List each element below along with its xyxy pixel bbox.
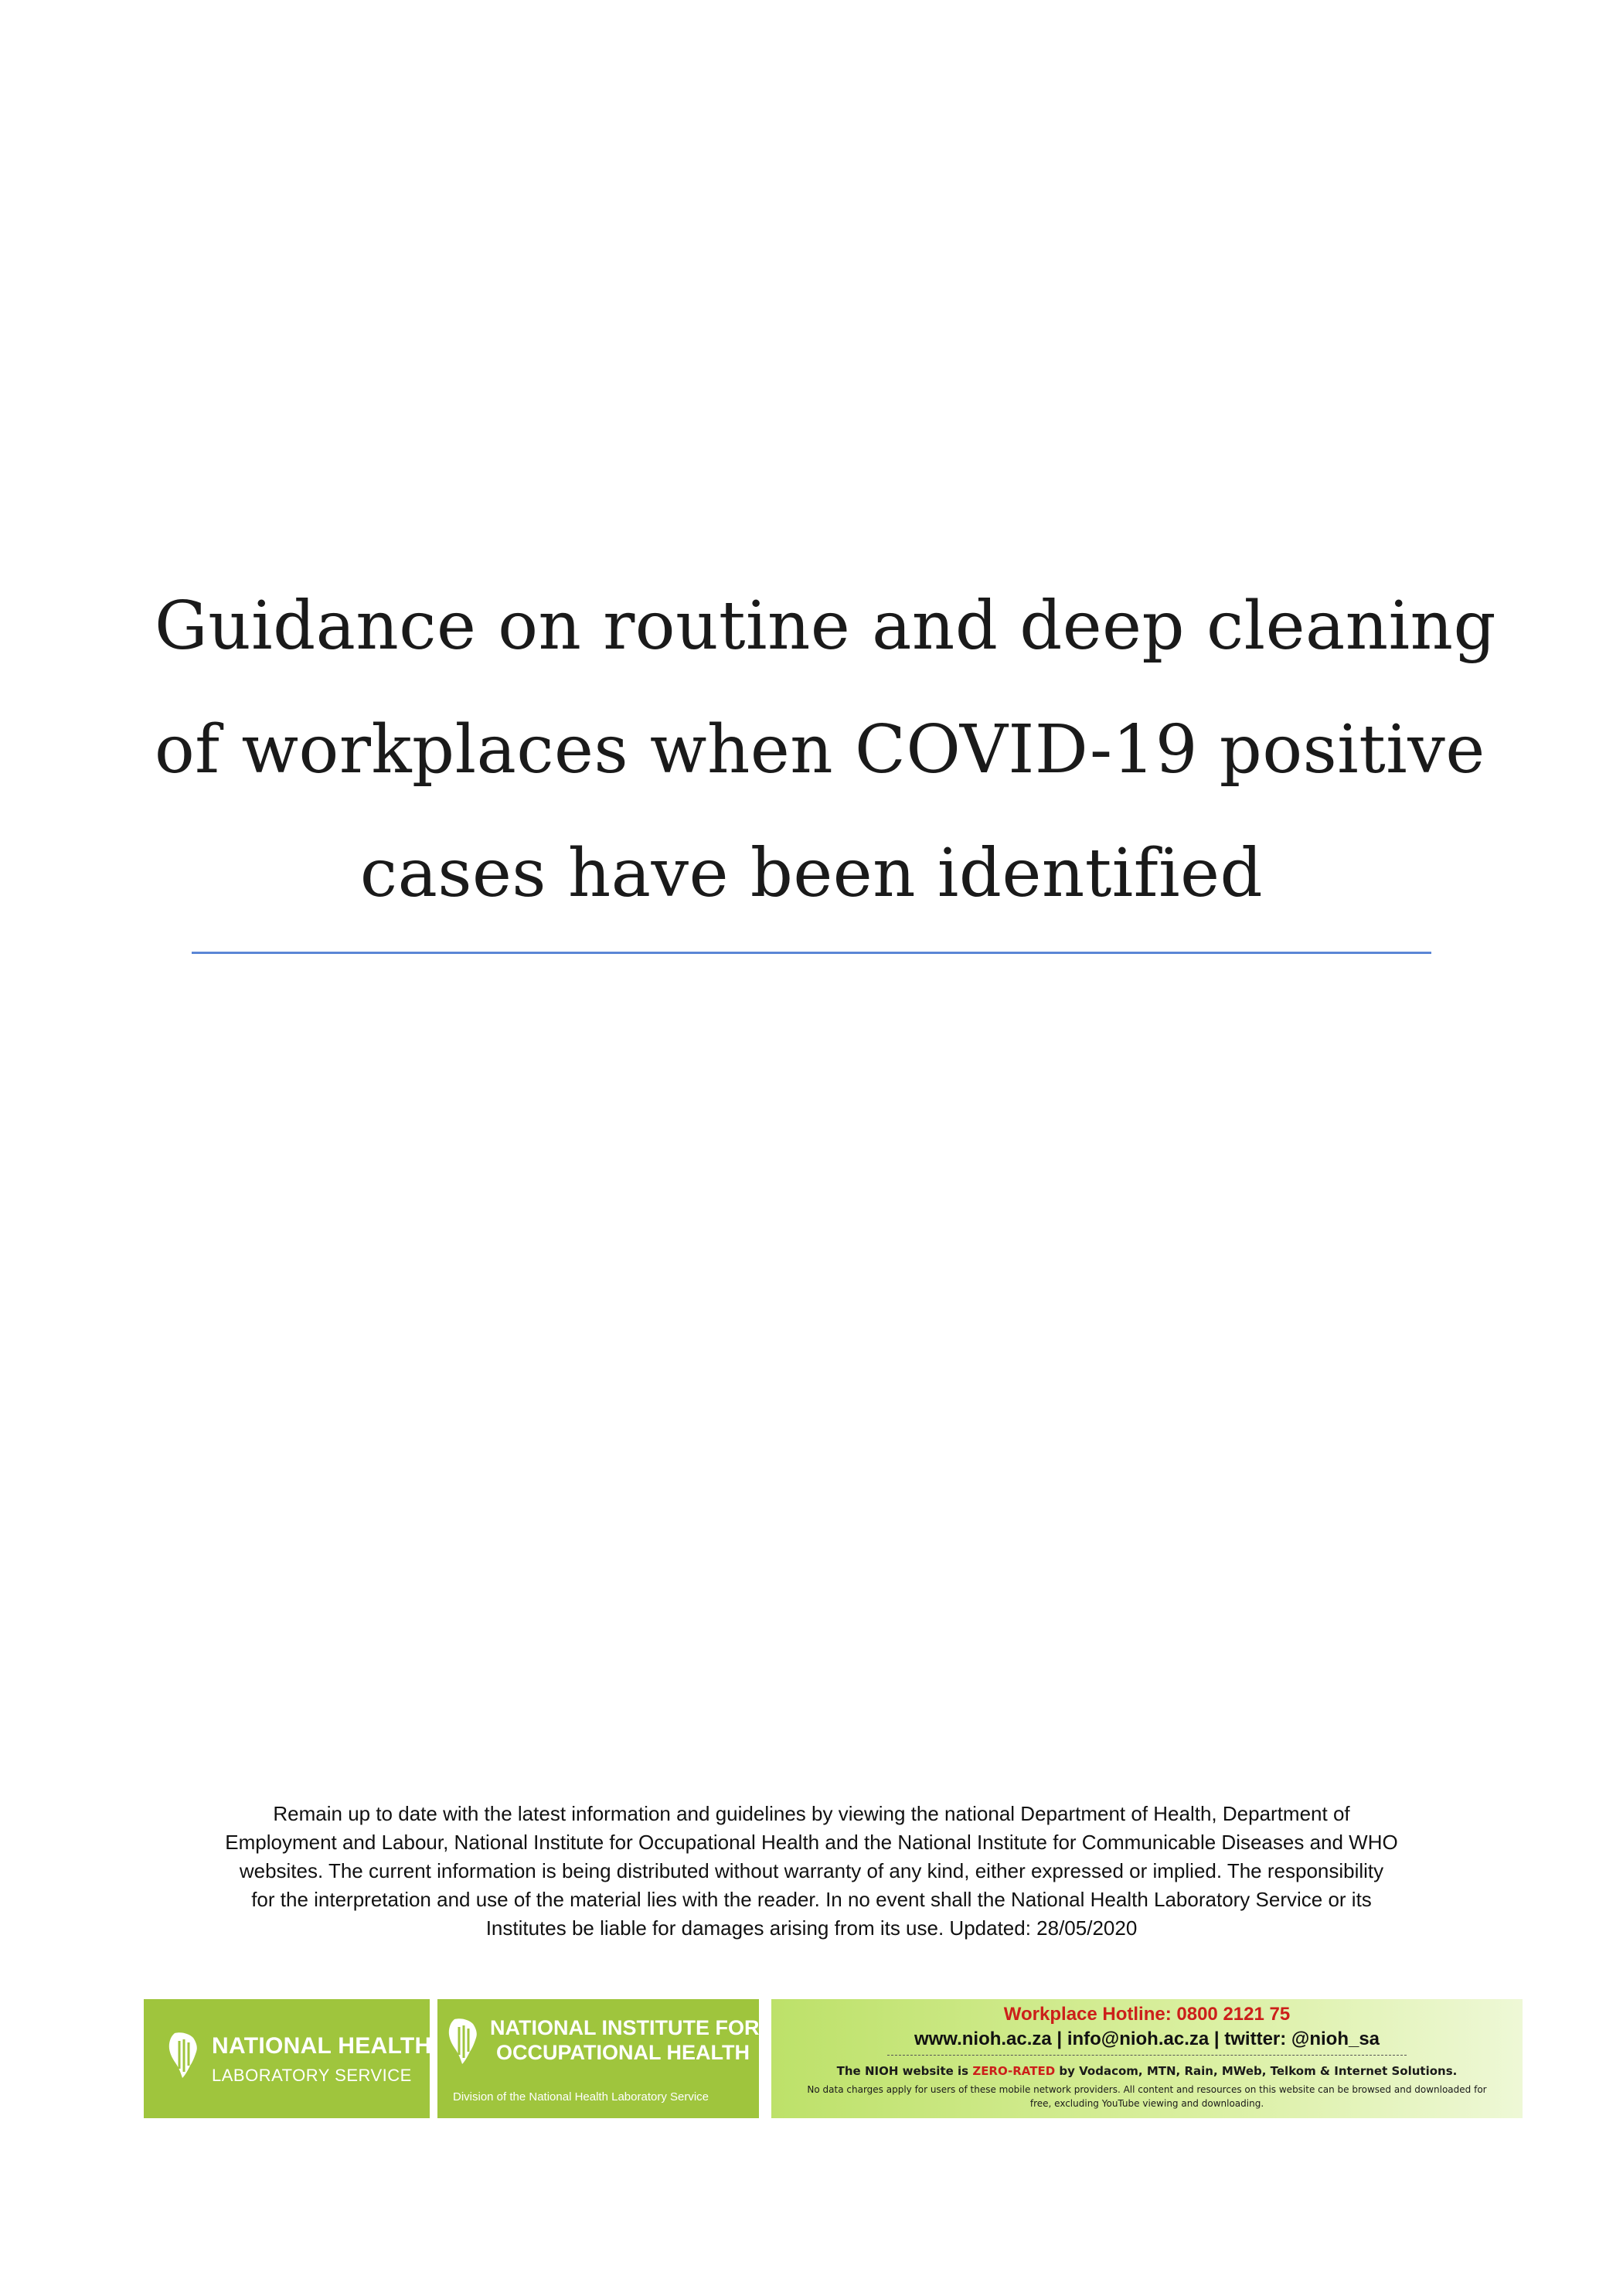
zero-rated-notice bbox=[771, 2064, 1523, 2078]
footer-banner bbox=[144, 1999, 1523, 2118]
disclaimer-line-3: websites. The current information is being distributed without warranty of any kind, either expressed or implied. The responsibility bbox=[239, 1859, 1384, 1882]
nhls-logo bbox=[144, 1999, 430, 2118]
title-divider bbox=[192, 952, 1431, 954]
nioh-logo-line-3: Division of the National Health Laboratory Service bbox=[453, 2090, 709, 2104]
disclaimer-line-4: for the interpretation and use of the material lies with the reader. In no event shall the National Health Laboratory Service or its bbox=[251, 1888, 1372, 1911]
document-title bbox=[155, 564, 1497, 935]
zero-rated-suffix: by Vodacom, MTN, Rain, MWeb, Telkom & Internet Solutions. bbox=[1055, 2064, 1458, 2078]
zero-rated-prefix: The NIOH website is bbox=[836, 2064, 973, 2078]
nioh-logo-line-1: NATIONAL INSTITUTE FOR bbox=[490, 2016, 760, 2039]
nioh-logo bbox=[437, 1999, 759, 2118]
zero-rated-label: ZERO-RATED bbox=[972, 2064, 1056, 2078]
nioh-logo-line-2: OCCUPATIONAL HEALTH bbox=[496, 2041, 750, 2064]
nhls-logo-line-2: LABORATORY SERVICE bbox=[212, 2066, 412, 2085]
title-line-1: Guidance on routine and deep cleaning bbox=[155, 588, 1497, 665]
data-charges-note-1: No data charges apply for users of these mobile network providers. All content and resources on this website can be browsed and downloaded for bbox=[807, 2084, 1487, 2095]
contact-links[interactable]: www.nioh.ac.za | info@nioh.ac.za | twitter: @nioh_sa bbox=[914, 2029, 1380, 2049]
disclaimer-line-5: Institutes be liable for damages arising from its use. Updated: 28/05/2020 bbox=[485, 1916, 1138, 1940]
africa-map-icon bbox=[167, 2030, 201, 2081]
hotline-text: Workplace Hotline: 0800 2121 75 bbox=[1003, 2004, 1291, 2025]
data-charges-note-2: free, excluding YouTube viewing and downloading. bbox=[1029, 2098, 1264, 2109]
africa-map-icon bbox=[447, 2016, 481, 2067]
contact-panel bbox=[771, 1999, 1523, 2118]
disclaimer-line-1: Remain up to date with the latest information and guidelines by viewing the national Department of Health, Department of bbox=[273, 1802, 1350, 1825]
disclaimer-line-2: Employment and Labour, National Institute for Occupational Health and the National Institute for Communicable Diseases and WHO bbox=[225, 1831, 1398, 1854]
title-line-2: of workplaces when COVID-19 positive bbox=[155, 711, 1485, 789]
nhls-logo-line-1: NATIONAL HEALTH bbox=[212, 2033, 432, 2059]
disclaimer-text bbox=[155, 1800, 1468, 1943]
title-line-3: cases have been identified bbox=[359, 835, 1264, 912]
contact-divider bbox=[887, 2055, 1407, 2056]
